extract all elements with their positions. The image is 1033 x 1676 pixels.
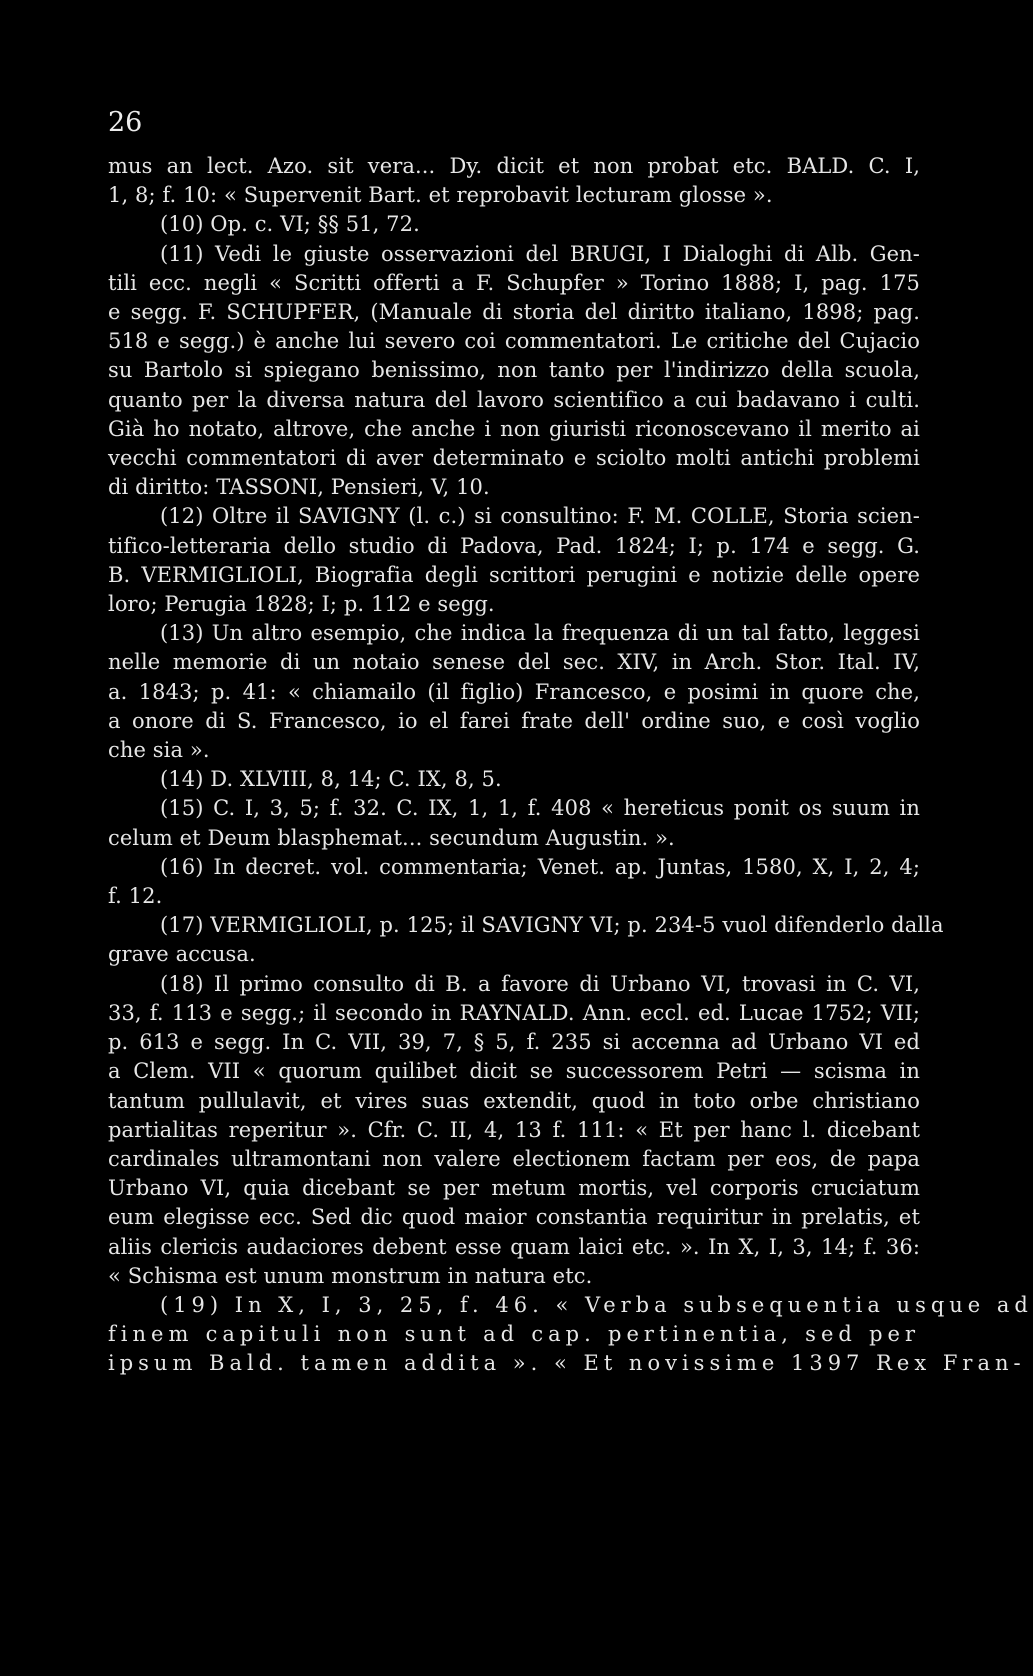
text-line: (15) C. I, 3, 5; f. 32. C. IX, 1, 1, f. 408 « hereticus ponit os suum in: [160, 796, 920, 821]
text-line: f. 12.: [108, 884, 163, 909]
text-line: Urbano VI, quia dicebant se per metum mortis, vel corporis cruciatum: [108, 1176, 920, 1201]
text-line: a onore di S. Francesco, io el farei frate dell' ordine suo, e così voglio: [108, 708, 920, 733]
text-line: eum elegisse ecc. Sed dic quod maior constantia requiritur in prelatis, et: [108, 1205, 920, 1230]
text-line: (14) D. XLVIII, 8, 14; C. IX, 8, 5.: [160, 767, 502, 792]
text-line: loro; Perugia 1828; I; p. 112 e segg.: [108, 592, 495, 617]
text-line: « Schisma est unum monstrum in natura etc.: [108, 1263, 593, 1288]
text-line: p. 613 e segg. In C. VII, 39, 7, § 5, f. 235 si accenna ad Urbano VI ed: [108, 1030, 920, 1055]
text-line: cardinales ultramontani non valere electionem factam per eos, de papa: [108, 1146, 920, 1171]
text-line: 33, f. 113 e segg.; il secondo in RAYNALD. Ann. eccl. ed. Lucae 1752; VII;: [108, 1000, 920, 1025]
text-line: mus an lect. Azo. sit vera... Dy. dicit et non probat etc. BALD. C. I,: [108, 154, 920, 178]
text-line: 1, 8; f. 10: « Supervenit Bart. et reprobavit lecturam glosse ».: [108, 183, 773, 208]
text-line: celum et Deum blasphemat... secundum Augustin. ».: [108, 825, 675, 850]
text-line: (19) In X, I, 3, 25, f. 46. « Verba subsequentia usque ad: [160, 1292, 1033, 1317]
text-line: (18) Il primo consulto di B. a favore di Urbano VI, trovasi in C. VI,: [160, 971, 920, 996]
footnotes-block: [108, 152, 1033, 1379]
text-line: su Bartolo si spiegano benissimo, non tanto per l'indirizzo della scuola,: [108, 358, 920, 383]
text-line: 518 e segg.) è anche lui severo coi commentatori. Le critiche del Cujacio: [108, 329, 920, 354]
text-line: a Clem. VII « quorum quilibet dicit se successorem Petri — scisma in: [108, 1059, 920, 1084]
text-line: B. VERMIGLIOLI, Biografia degli scrittori perugini e notizie delle opere: [108, 562, 920, 587]
text-line: (10) Op. c. VI; §§ 51, 72.: [160, 212, 420, 237]
text-line: grave accusa.: [108, 942, 256, 967]
text-line: (13) Un altro esempio, che indica la frequenza di un tal fatto, leggesi: [160, 621, 920, 646]
text-line: aliis clericis audaciores debent esse quam laici etc. ». In X, I, 3, 14; f. 36:: [108, 1234, 920, 1259]
text-line: vecchi commentatori di aver determinato e sciolto molti antichi problemi: [108, 446, 920, 471]
text-line: tifico-letteraria dello studio di Padova, Pad. 1824; I; p. 174 e segg. G.: [108, 533, 920, 558]
text-line: e segg. F. SCHUPFER, (Manuale di storia del diritto italiano, 1898; pag.: [108, 300, 920, 325]
text-line: Già ho notato, altrove, che anche i non giuristi riconoscevano il merito ai: [108, 416, 920, 441]
text-line: (11) Vedi le giuste osservazioni del BRUGI, I Dialoghi di Alb. Gen-: [160, 241, 920, 266]
text-line: a. 1843; p. 41: « chiamailo (il figlio) Francesco, e posimi in quore che,: [108, 679, 920, 704]
text-line: nelle memorie di un notaio senese del sec. XIV, in Arch. Stor. Ital. IV,: [108, 650, 920, 675]
text-line: partialitas reperitur ». Cfr. C. II, 4, 13 f. 111: « Et per hanc l. dicebant: [108, 1117, 920, 1142]
text-line: tantum pullulavit, et vires suas extendit, quod in toto orbe christiano: [108, 1088, 920, 1113]
page-number: 26: [108, 107, 143, 138]
text-line: tili ecc. negli « Scritti offerti a F. Schupfer » Torino 1888; I, pag. 175: [108, 270, 920, 295]
text-line: finem capituli non sunt ad cap. pertinentia, sed per: [108, 1322, 920, 1347]
text-line: quanto per la diversa natura del lavoro scientifico a cui badavano i culti.: [108, 387, 920, 412]
text-line: ipsum Bald. tamen addita ». « Et novissime 1397 Rex Fran-: [108, 1351, 1026, 1376]
text-line: che sia ».: [108, 738, 210, 763]
text-line: (12) Oltre il SAVIGNY (l. c.) si consultino: F. M. COLLE, Storia scien-: [160, 504, 920, 529]
text-line: (16) In decret. vol. commentaria; Venet. ap. Juntas, 1580, X, I, 2, 4;: [160, 854, 920, 879]
text-line: (17) VERMIGLIOLI, p. 125; il SAVIGNY VI; p. 234-5 vuol difenderlo dalla: [160, 913, 944, 938]
text-line: di diritto: TASSONI, Pensieri, V, 10.: [108, 475, 490, 500]
